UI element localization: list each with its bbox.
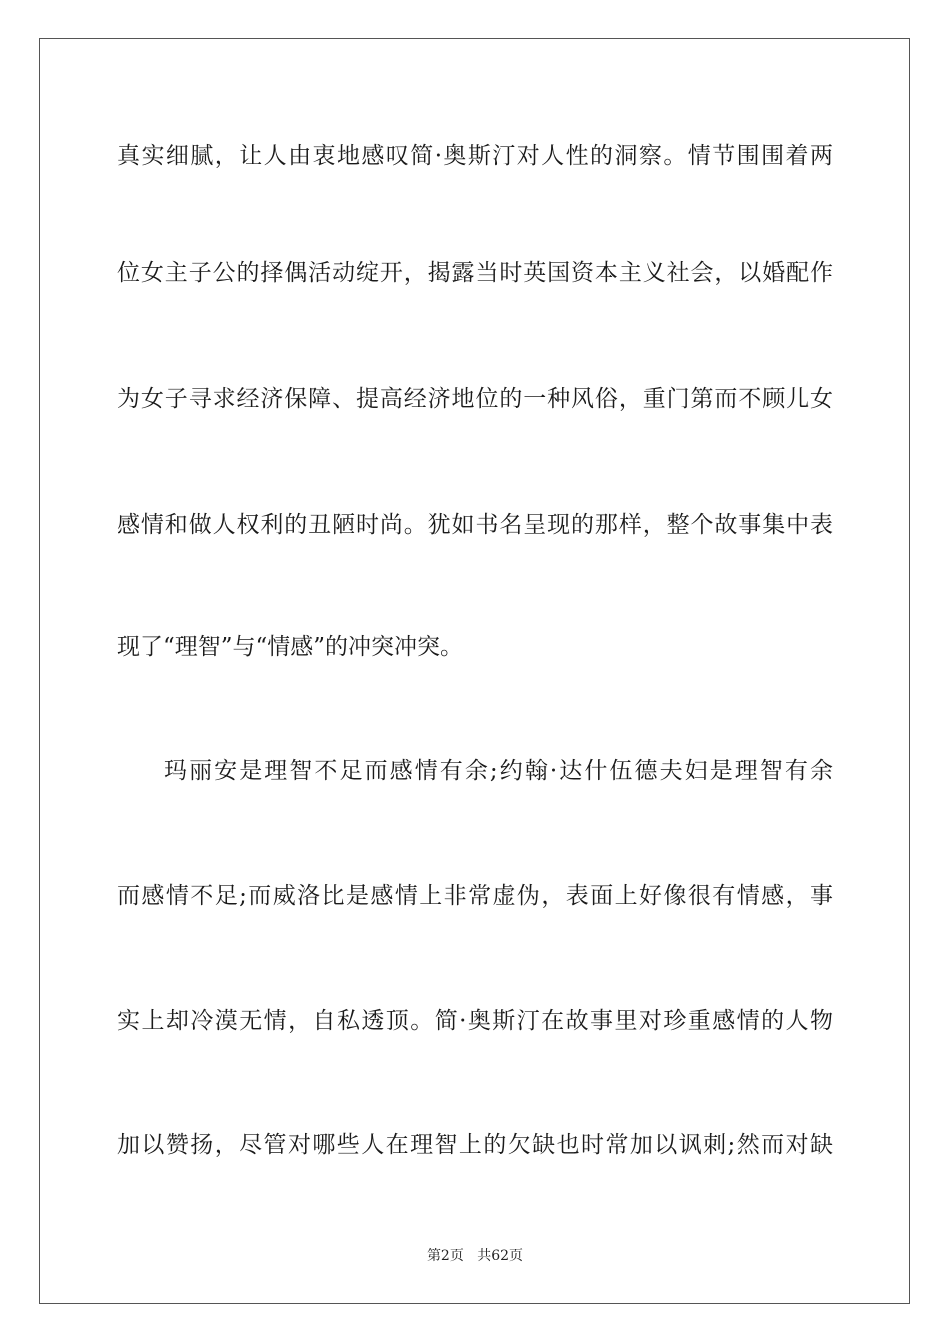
text-line-3: 为女子寻求经济保障、提高经济地位的一种风俗，重门第而不顾儿女: [117, 386, 833, 412]
text-line-2: 位女主子公的择偶活动绽开，揭露当时英国资本主义社会，以婚配作: [117, 260, 833, 286]
text-line-6-paragraph-start: 玛丽安是理智不足而感情有余;约翰·达什伍德夫妇是理智有余: [164, 758, 833, 784]
text-line-9: 加以赞扬，尽管对哪些人在理智上的欠缺也时常加以讽刺;然而对缺: [117, 1132, 833, 1158]
text-line-8: 实上却冷漠无情，自私透顶。简·奥斯汀在故事里对珍重感情的人物: [117, 1008, 833, 1034]
page-border: [39, 38, 910, 1304]
page-total: 共62页: [477, 1248, 524, 1264]
text-line-7: 而感情不足;而威洛比是感情上非常虚伪，表面上好像很有情感，事: [117, 883, 833, 909]
page-number: 第2页: [426, 1248, 464, 1264]
text-line-5: 现了“理智”与“情感”的冲突冲突。: [117, 634, 464, 660]
text-line-1: 真实细腻，让人由衷地感叹简·奥斯汀对人性的洞察。情节围围着两: [117, 143, 833, 169]
page-footer: [0, 1247, 950, 1265]
text-line-4: 感情和做人权利的丑陋时尚。犹如书名呈现的那样，整个故事集中表: [117, 512, 833, 538]
